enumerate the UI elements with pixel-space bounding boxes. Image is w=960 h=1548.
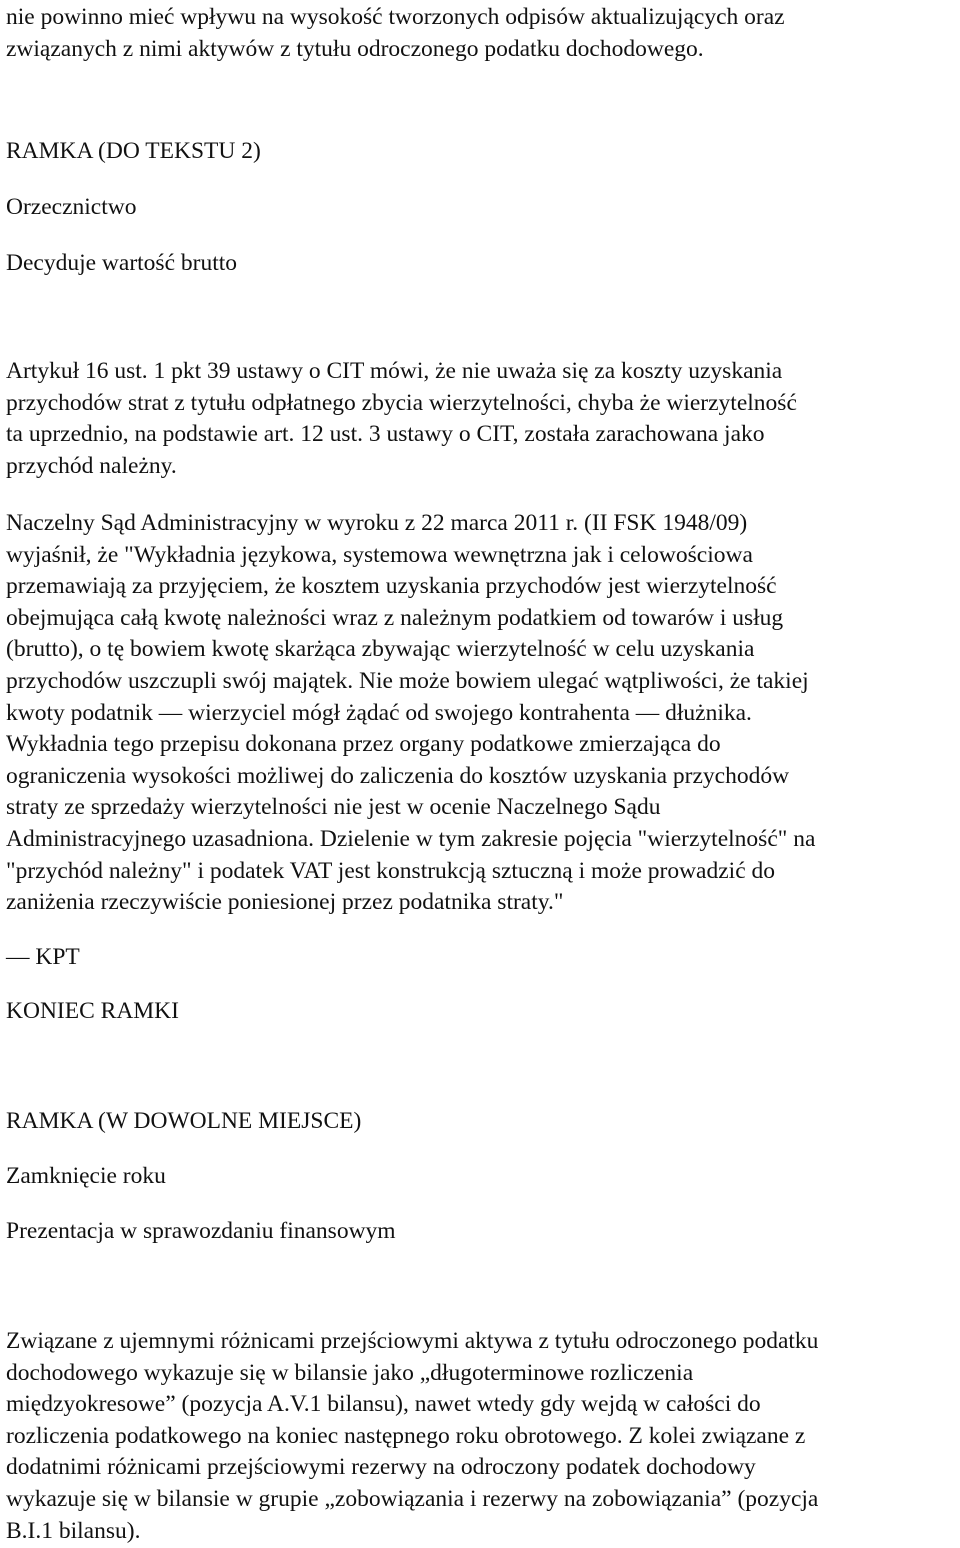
text-line: straty ze sprzedaży wierzytelności nie jest w ocenie Naczelnego Sądu: [6, 794, 661, 821]
box2-paragraph-1: [6, 1326, 956, 1547]
text-line: obejmująca całą kwotę należności wraz z należnym podatkiem od towarów i usług: [6, 604, 784, 631]
text-line: przychód należny.: [6, 452, 177, 479]
text-line: B.I.1 bilansu).: [6, 1517, 141, 1544]
box1-label: RAMKA (DO TEKSTU 2): [6, 138, 261, 164]
text-line: ta uprzednio, na podstawie art. 12 ust. 3 ustawy o CIT, została zarachowana jako: [6, 421, 765, 448]
text-line: międzyokresowe” (pozycja A.V.1 bilansu), nawet wtedy gdy wejdą w całości do: [6, 1391, 761, 1418]
text-line: rozliczenia podatkowego na koniec następnego roku obrotowego. Z kolei związane z: [6, 1422, 806, 1449]
text-line: Artykuł 16 ust. 1 pkt 39 ustawy o CIT mówi, że nie uważa się za koszty uzyskania: [6, 358, 783, 384]
text-line: (brutto), o tę bowiem kwotę skarżąca zbywając wierzytelność w celu uzyskania: [6, 636, 755, 663]
box2-category: Zamknięcie roku: [6, 1163, 166, 1189]
box2-label: RAMKA (W DOWOLNE MIEJSCE): [6, 1108, 362, 1134]
text-line: przemawiają za przyjęciem, że kosztem uzyskania przychodów jest wierzytelność: [6, 573, 777, 600]
text-line: Administracyjnego uzasadniona. Dzielenie w tym zakresie pojęcia "wierzytelność" na: [6, 825, 816, 852]
text-line: przychodów uszczupli swój majątek. Nie może bowiem ulegać wątpliwości, że takiej: [6, 667, 809, 694]
text-line: dochodowego wykazuje się w bilansie jako „długoterminowe rozliczenia: [6, 1359, 694, 1386]
text-line: zaniżenia rzeczywiście poniesionej przez podatnika straty.": [6, 889, 564, 916]
text-line: Naczelny Sąd Administracyjny w wyroku z 22 marca 2011 r. (II FSK 1948/09): [6, 510, 748, 536]
box1-paragraph-2: [6, 508, 956, 919]
text-line: dodatnimi różnicami przejściowymi rezerwy na odroczony podatek dochodowy: [6, 1454, 756, 1481]
text-line: kwoty podatnik — wierzyciel mógł żądać od swojego kontrahenta — dłużnika.: [6, 699, 752, 726]
text-line: wykazuje się w bilansie w grupie „zobowiązania i rezerwy na zobowiązania” (pozycja: [6, 1485, 819, 1512]
text-line: wyjaśnił, że "Wykładnia językowa, systemowa wewnętrzna jak i celowościowa: [6, 541, 753, 568]
intro-paragraph: [6, 2, 956, 65]
text-line: "przychód należny" i podatek VAT jest konstrukcją sztuczną i może prowadzić do: [6, 857, 776, 884]
text-line: przychodów strat z tytułu odpłatnego zbycia wierzytelności, chyba że wierzytelność: [6, 389, 797, 416]
box1-headline: Decyduje wartość brutto: [6, 250, 238, 276]
box1-end-marker: KONIEC RAMKI: [6, 998, 179, 1024]
box1-category: Orzecznictwo: [6, 194, 137, 220]
text-line: Wykładnia tego przepisu dokonana przez organy podatkowe zmierzająca do: [6, 731, 721, 758]
text-line: nie powinno mieć wpływu na wysokość tworzonych odpisów aktualizujących oraz: [6, 4, 785, 30]
text-line: ograniczenia wysokości możliwej do zaliczenia do kosztów uzyskania przychodów: [6, 762, 790, 789]
box2-headline: Prezentacja w sprawozdaniu finansowym: [6, 1218, 396, 1244]
box1-signature: — KPT: [6, 944, 80, 970]
text-line: związanych z nimi aktywów z tytułu odroczonego podatku dochodowego.: [6, 35, 704, 62]
box1-paragraph-1: [6, 356, 956, 482]
text-line: Związane z ujemnymi różnicami przejściowymi aktywa z tytułu odroczonego podatku: [6, 1328, 819, 1354]
